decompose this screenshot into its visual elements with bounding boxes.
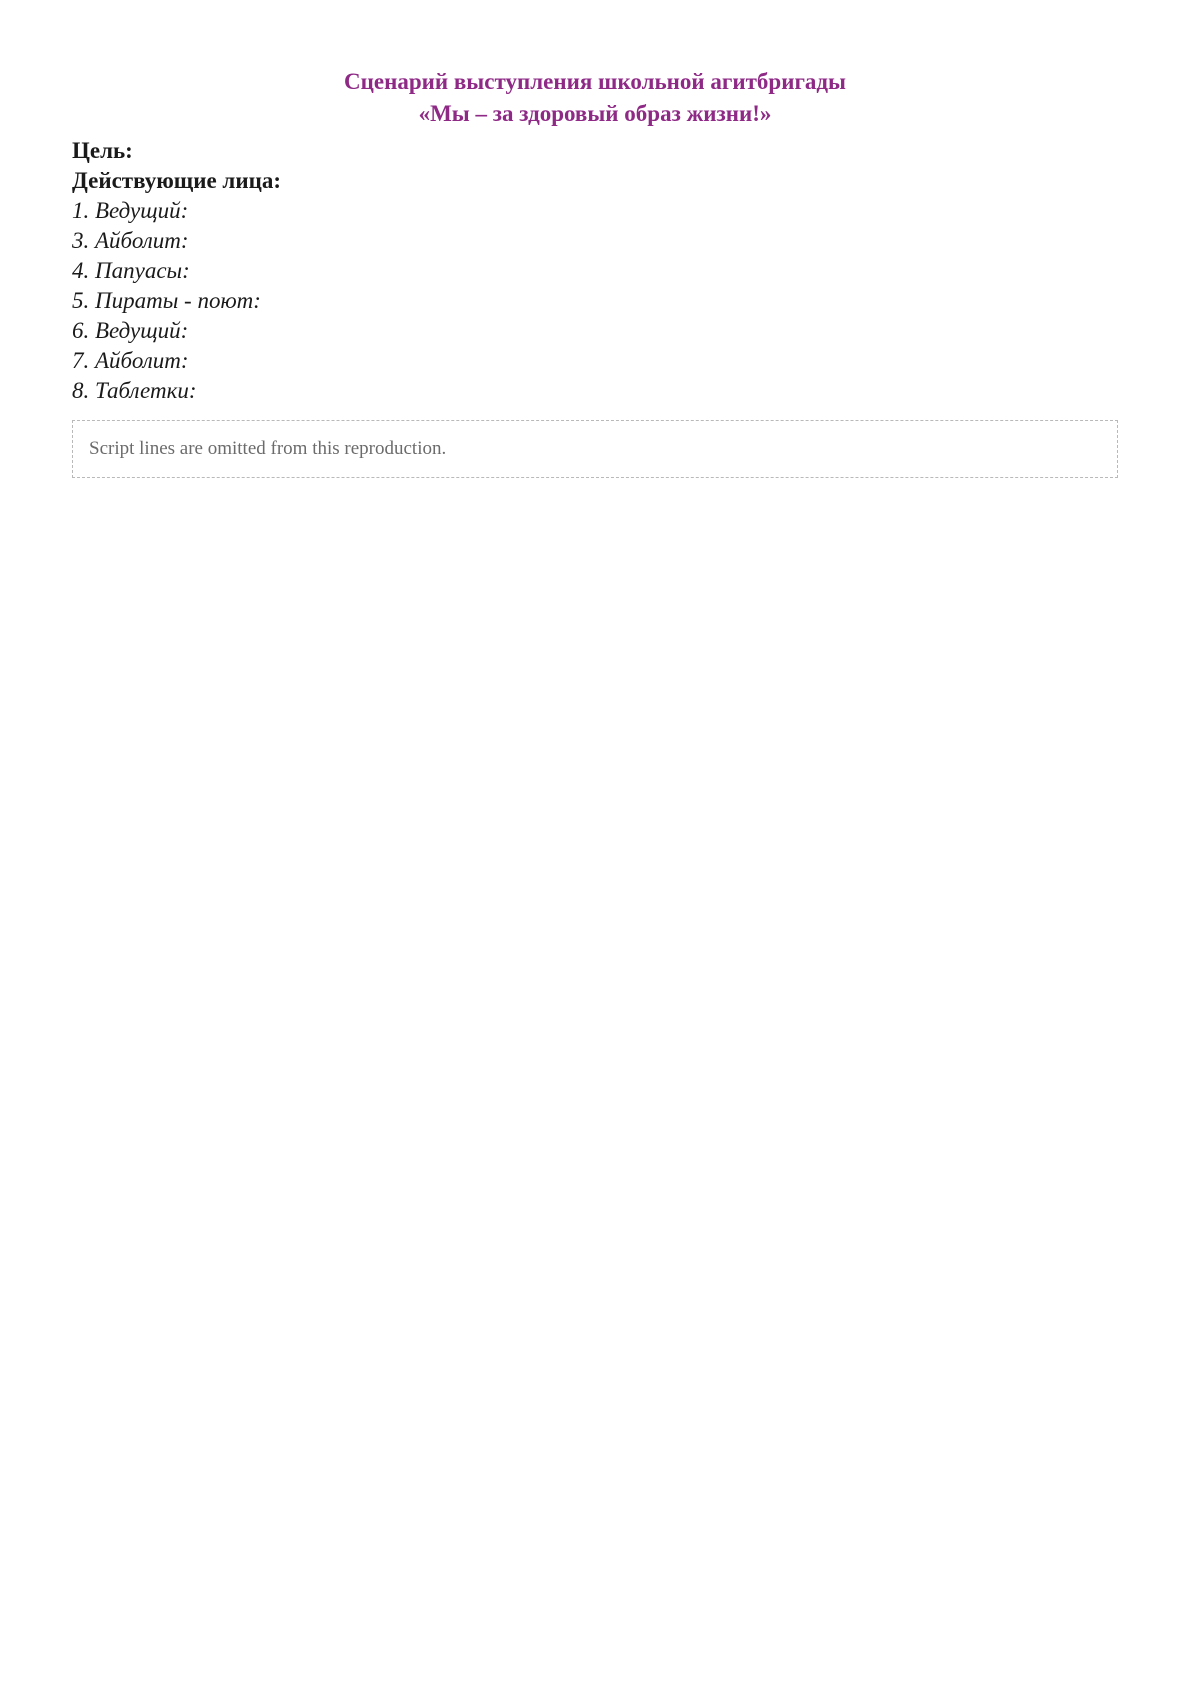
cast-line — [72, 166, 1118, 196]
speaker-6: 6. Ведущий: — [72, 318, 189, 343]
document-title: Сценарий выступления школьной агитбригады — [344, 69, 846, 94]
speaker-5: 5. Пираты - поют: — [72, 288, 261, 313]
speaker-7: 7. Айболит: — [72, 348, 189, 373]
document-subtitle: «Мы – за здоровый образ жизни!» — [418, 101, 772, 126]
speaker-3: 3. Айболит: — [72, 228, 189, 253]
cast-label: Действующие лица: — [72, 168, 281, 193]
goal-label: Цель: — [72, 138, 133, 163]
goal-line — [72, 136, 1118, 166]
speaker-4: 4. Папуасы: — [72, 258, 190, 283]
speaker-1: 1. Ведущий: — [72, 198, 189, 223]
omitted-text-notice: Script lines are omitted from this reproduction. — [72, 420, 1118, 478]
speaker-8: 8. Таблетки: — [72, 378, 197, 403]
